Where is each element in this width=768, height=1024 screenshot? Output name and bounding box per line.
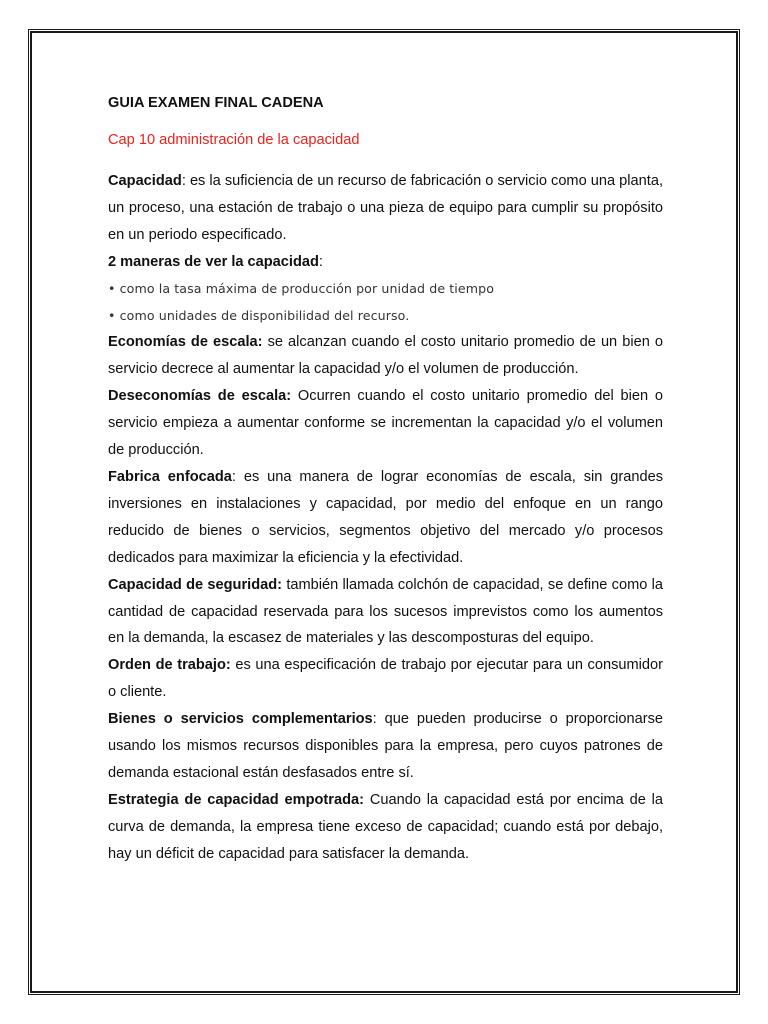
definition-text: se alcanzan cuando el costo unitario promedio de un bien o servicio decrece al aumentar la capacidad y/o el volumen de producción. (108, 334, 663, 378)
definition-text: Ocurren cuando el costo unitario promedio del bien o servicio empieza a aumentar conforme se incrementan la capacidad y/o el volumen de producción. (108, 388, 663, 459)
document-page (30, 31, 738, 993)
definition-fabrica-enfocada (108, 464, 663, 572)
definition-term: Bienes o servicios complementarios (108, 711, 373, 728)
definition-text: es una especificación de trabajo por ejecutar para un consumidor o cliente. (108, 657, 663, 701)
definition-term: Orden de trabajo: (108, 657, 231, 674)
definition-capacidad (108, 168, 663, 249)
definition-term: Deseconomías de escala: (108, 388, 292, 405)
definition-text: Cuando la capacidad está por encima de la curva de demanda, la empresa tiene exceso de capacidad; cuando está por debajo, hay un déficit de capacidad para satisfacer la demanda. (108, 791, 663, 862)
definition-text: que pueden producirse o proporcionarse usando los mismos recursos disponibles para la empresa, pero cuyos patrones de demanda estacional están desfasados entre sí. (108, 711, 663, 781)
bullet-item: • como la tasa máxima de producción por unidad de tiempo (108, 280, 495, 296)
document-body (108, 93, 663, 868)
definition-term: Economías de escala: (108, 334, 263, 351)
definition-term: Capacidad de seguridad: (108, 576, 283, 593)
chapter-heading: Cap 10 administración de la capacidad (108, 132, 360, 148)
definition-text: es una manera de lograr economías de escala, sin grandes inversiones en instalaciones y capacidad, por medio del enfoque en un rango reducido de bienes o servicios, segmentos objetivo del mercado y/o procesos dedicados para maximizar la eficiencia y la efectividad. (108, 468, 663, 566)
definition-deseconomias (108, 383, 663, 464)
definition-capacidad-seguridad (108, 572, 663, 653)
bullet-item: • como unidades de disponibilidad del recurso. (108, 307, 410, 323)
definition-economias (108, 329, 663, 383)
definition-separator: : (231, 468, 244, 485)
definition-bienes-complementarios (108, 706, 663, 787)
definition-separator: : (372, 711, 385, 728)
definition-term: Fabrica enfocada (108, 468, 232, 485)
definition-separator: : (318, 253, 323, 270)
definition-separator (291, 388, 298, 404)
definition-text: también llamada colchón de capacidad, se define como la cantidad de capacidad reservada para los sucesos imprevistos como los aumentos en la demanda, la escasez de materiales y las descomposturas del equipo. (108, 576, 663, 647)
definition-text: es la suficiencia de un recurso de fabricación o servicio como una planta, un proceso, una estación de trabajo o una pieza de equipo para cumplir su propósito en un periodo especificado. (108, 173, 664, 243)
definition-term: Estrategia de capacidad empotrada: (108, 791, 364, 808)
definition-maneras (108, 249, 663, 276)
definition-estrategia-empotrada (108, 787, 663, 868)
document-title: GUIA EXAMEN FINAL CADENA (108, 95, 324, 111)
definition-term: 2 maneras de ver la capacidad (108, 253, 319, 270)
definition-orden-trabajo (108, 652, 663, 706)
definition-separator: : (181, 173, 190, 189)
definition-term: Capacidad (108, 173, 182, 189)
